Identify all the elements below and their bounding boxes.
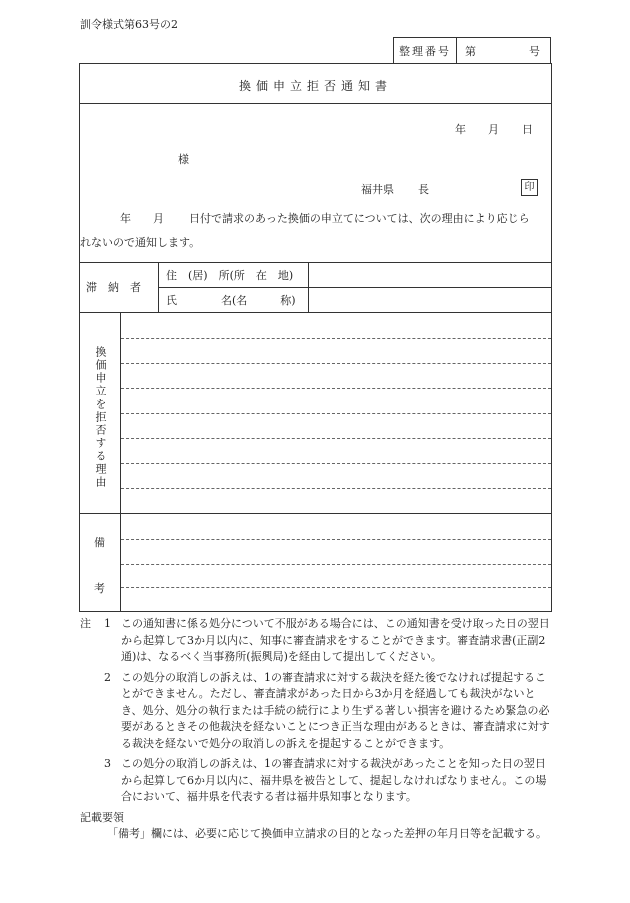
seiri-value bbox=[457, 38, 550, 63]
biko-bottom: 考 bbox=[94, 582, 105, 595]
addressee-sama: 様 bbox=[178, 153, 189, 166]
seiri-label: 整理番号 bbox=[394, 38, 457, 63]
document-title: 換価申立拒否通知書 bbox=[238, 79, 392, 93]
divider bbox=[80, 513, 551, 514]
notice-form bbox=[79, 63, 552, 612]
note-number: 3 bbox=[104, 757, 111, 770]
seiri-dai: 第 bbox=[465, 44, 476, 58]
issuer-pref: 福井県 bbox=[361, 183, 394, 196]
note-item bbox=[80, 670, 554, 753]
note-number: 1 bbox=[104, 617, 111, 630]
note-text: この処分の取消しの訴えは、1の審査請求に対する裁決を経た後でなければ提起することができません。ただし、審査請求があった日から3か月を経過しても裁決がないとき、処分、処分の執行または手続の続行により生ずる著しい損害を避けるため緊急の必要があるときその他裁決を経ないことにつき正当な理由があるときは、審査請求に対する裁決を経ないで処分の取消しの訴えを提起することができます。 bbox=[121, 670, 550, 750]
date-month: 月 bbox=[488, 123, 499, 136]
date-day: 日 bbox=[522, 123, 533, 136]
divider bbox=[80, 262, 551, 263]
note-item bbox=[80, 616, 554, 666]
divider bbox=[80, 312, 551, 313]
issuer-cho: 長 bbox=[418, 183, 429, 196]
body-year: 年 bbox=[120, 212, 131, 225]
taino-label: 滞 納 者 bbox=[86, 281, 141, 294]
biko-top: 備 bbox=[94, 536, 105, 549]
biko-line bbox=[121, 564, 551, 565]
kisai-text: 「備考」欄には、必要に応じて換価申立請求の目的となった差押の年月日等を記載する。 bbox=[107, 827, 547, 840]
reason-label: 換価申立を拒否する理由 bbox=[94, 346, 107, 489]
reason-line bbox=[121, 463, 551, 464]
reason-line bbox=[121, 338, 551, 339]
seiri-number-box bbox=[393, 37, 551, 63]
body-line1: 日付で請求のあった換価の申立てについては、次の理由により応じら bbox=[189, 212, 530, 225]
biko-line bbox=[121, 587, 551, 588]
date-year: 年 bbox=[455, 123, 466, 136]
divider bbox=[120, 312, 121, 611]
notes-section bbox=[80, 616, 554, 843]
body-month: 月 bbox=[153, 212, 164, 225]
note-text: この処分の取消しの訴えは、1の審査請求に対する裁決があったことを知った日の翌日から起算して6か月以内に、福井県を被告として、提起しなければなりません。この場合において、福井県を代表する者は福井県知事となります。 bbox=[121, 757, 547, 803]
note-item bbox=[80, 756, 554, 806]
body-line2: れないので通知します。 bbox=[80, 236, 201, 249]
reason-line bbox=[121, 363, 551, 364]
reason-line bbox=[121, 438, 551, 439]
note-text: この通知書に係る処分について不服がある場合には、この通知書を受け取った日の翌日から起算して3か月以内に、知事に審査請求をすることができます。審査請求書(正副2通)は、なるべく当事務所(振興局)を経由して提出してください。 bbox=[121, 617, 550, 663]
seiri-go: 号 bbox=[529, 44, 540, 58]
divider bbox=[158, 287, 551, 288]
divider bbox=[80, 103, 551, 104]
note-prefix: 注 bbox=[80, 617, 91, 630]
reason-line bbox=[121, 488, 551, 489]
reason-line bbox=[121, 413, 551, 414]
reason-line bbox=[121, 388, 551, 389]
form-number: 訓令様式第63号の2 bbox=[80, 18, 178, 31]
seal-mark: 印 bbox=[521, 179, 538, 196]
note-number: 2 bbox=[104, 670, 111, 684]
biko-line bbox=[121, 539, 551, 540]
name-label: 氏 名(名 称) bbox=[166, 294, 296, 307]
address-label: 住 (居) 所(所 在 地) bbox=[166, 269, 294, 282]
kisai-heading: 記載要領 bbox=[80, 810, 124, 824]
